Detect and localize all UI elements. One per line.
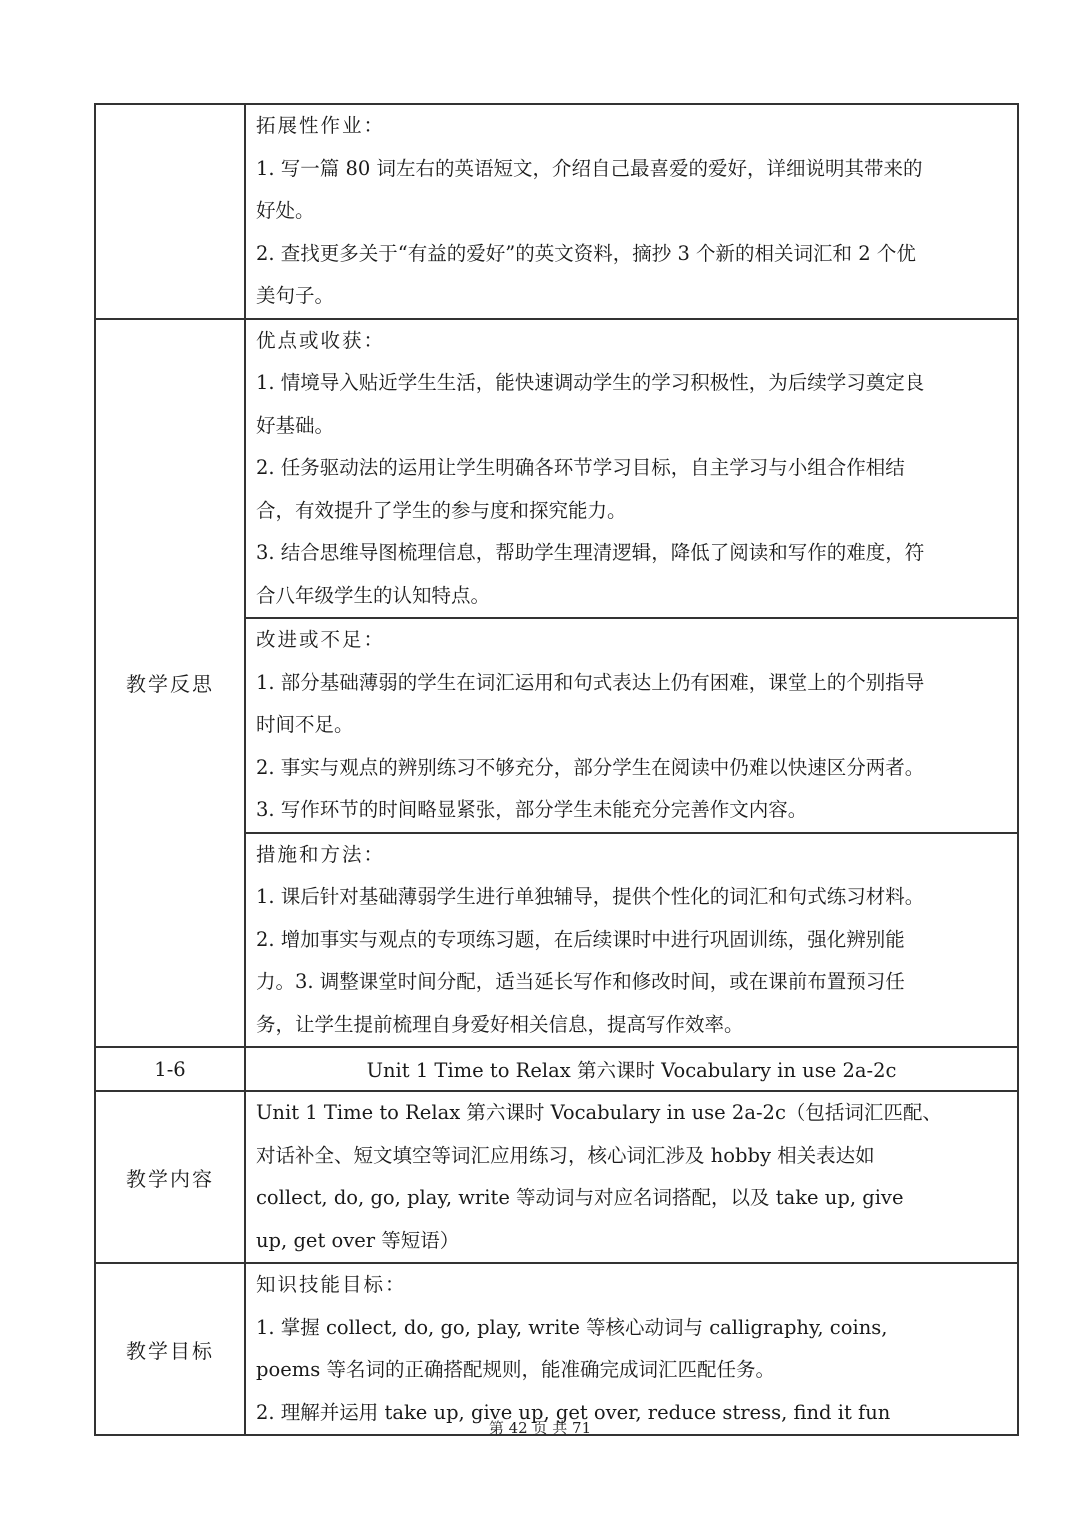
weaknesses-line: 时间不足。 — [256, 713, 354, 736]
content-line: Unit 1 Time to Relax 第六课时 Vocabulary in use 2a-2c（包括词汇匹配、 — [256, 1101, 942, 1124]
lesson-number: 1-6 — [95, 1047, 245, 1091]
homework-line: 2. 查找更多关于“有益的爱好”的英文资料，摘抄 3 个新的相关词汇和 2 个优 — [256, 241, 916, 265]
strengths-line: 合八年级学生的认知特点。 — [256, 583, 491, 607]
weaknesses-line: 2. 事实与观点的辨别练习不够充分，部分学生在阅读中仍难以快速区分两者。 — [256, 755, 925, 779]
strengths-line: 合，有效提升了学生的参与度和探究能力。 — [256, 498, 627, 522]
lesson-plan-table — [94, 103, 1019, 1436]
reflection-strengths-row — [95, 319, 1018, 619]
measures-line: 力。3. 调整课堂时间分配，适当延长写作和修改时间，或在课前布置预习任 — [256, 970, 905, 993]
strengths-line: 1. 情境导入贴近学生生活，能快速调动学生的学习积极性，为后续学习奠定良 — [256, 371, 925, 394]
strengths-heading: 优点或收获： — [256, 328, 386, 352]
content-line: 对话补全、短文填空等词汇应用练习，核心词汇涉及 hobby 相关表达如 — [256, 1143, 875, 1167]
homework-content-cell — [245, 104, 1018, 319]
objectives-line: poems 等名词的正确搭配规则，能准确完成词汇匹配任务。 — [256, 1358, 775, 1381]
weaknesses-heading: 改进或不足： — [256, 628, 386, 651]
strengths-cell — [245, 319, 1018, 619]
weaknesses-cell — [245, 618, 1018, 833]
strengths-line: 3. 结合思维导图梳理信息，帮助学生理清逻辑，降低了阅读和写作的难度，符 — [256, 541, 925, 564]
content-line: up, get over 等短语） — [256, 1228, 460, 1252]
weaknesses-line: 1. 部分基础薄弱的学生在词汇运用和句式表达上仍有困难，课堂上的个别指导 — [256, 670, 925, 694]
weaknesses-line: 3. 写作环节的时间略显紧张，部分学生未能充分完善作文内容。 — [256, 798, 808, 821]
objectives-line: 1. 掌握 collect, do, go, play, write 等核心动词与 calligraphy, coins, — [256, 1315, 888, 1339]
content-label: 教学内容 — [95, 1091, 245, 1263]
objectives-line: 2. 理解并运用 take up, give up, get over, reduce stress, find it fun — [256, 1400, 891, 1424]
homework-line: 好处。 — [256, 199, 315, 222]
measures-cell — [245, 833, 1018, 1048]
strengths-line: 好基础。 — [256, 413, 335, 437]
content-cell — [245, 1091, 1018, 1263]
content-row — [95, 1091, 1018, 1263]
content-line: collect, do, go, play, write 等动词与对应名词搭配，以及 take up, give — [256, 1186, 904, 1209]
lesson-title: Unit 1 Time to Relax 第六课时 Vocabulary in use 2a-2c — [245, 1047, 1018, 1091]
measures-line: 务，让学生提前梳理自身爱好相关信息，提高写作效率。 — [256, 1012, 744, 1036]
measures-heading: 措施和方法： — [256, 842, 386, 866]
homework-label-cell — [95, 104, 245, 319]
reflection-label: 教学反思 — [95, 319, 245, 1048]
homework-heading: 拓展性作业： — [256, 114, 386, 137]
objectives-heading: 知识技能目标： — [256, 1273, 407, 1296]
homework-line: 美句子。 — [256, 284, 335, 307]
page-footer: 第 42 页 共 71 — [488, 1419, 592, 1437]
objectives-row — [95, 1263, 1018, 1435]
measures-line: 1. 课后针对基础薄弱学生进行单独辅导，提供个性化的词汇和句式练习材料。 — [256, 885, 925, 908]
measures-line: 2. 增加事实与观点的专项练习题，在后续课时中进行巩固训练，强化辨别能 — [256, 927, 905, 951]
strengths-line: 2. 任务驱动法的运用让学生明确各环节学习目标，自主学习与小组合作相结 — [256, 456, 905, 479]
homework-line: 1. 写一篇 80 词左右的英语短文，介绍自己最喜爱的爱好，详细说明其带来的 — [256, 156, 923, 180]
homework-row — [95, 104, 1018, 319]
objectives-cell — [245, 1263, 1018, 1435]
lesson-title-row — [95, 1047, 1018, 1091]
objectives-label: 教学目标 — [95, 1263, 245, 1435]
